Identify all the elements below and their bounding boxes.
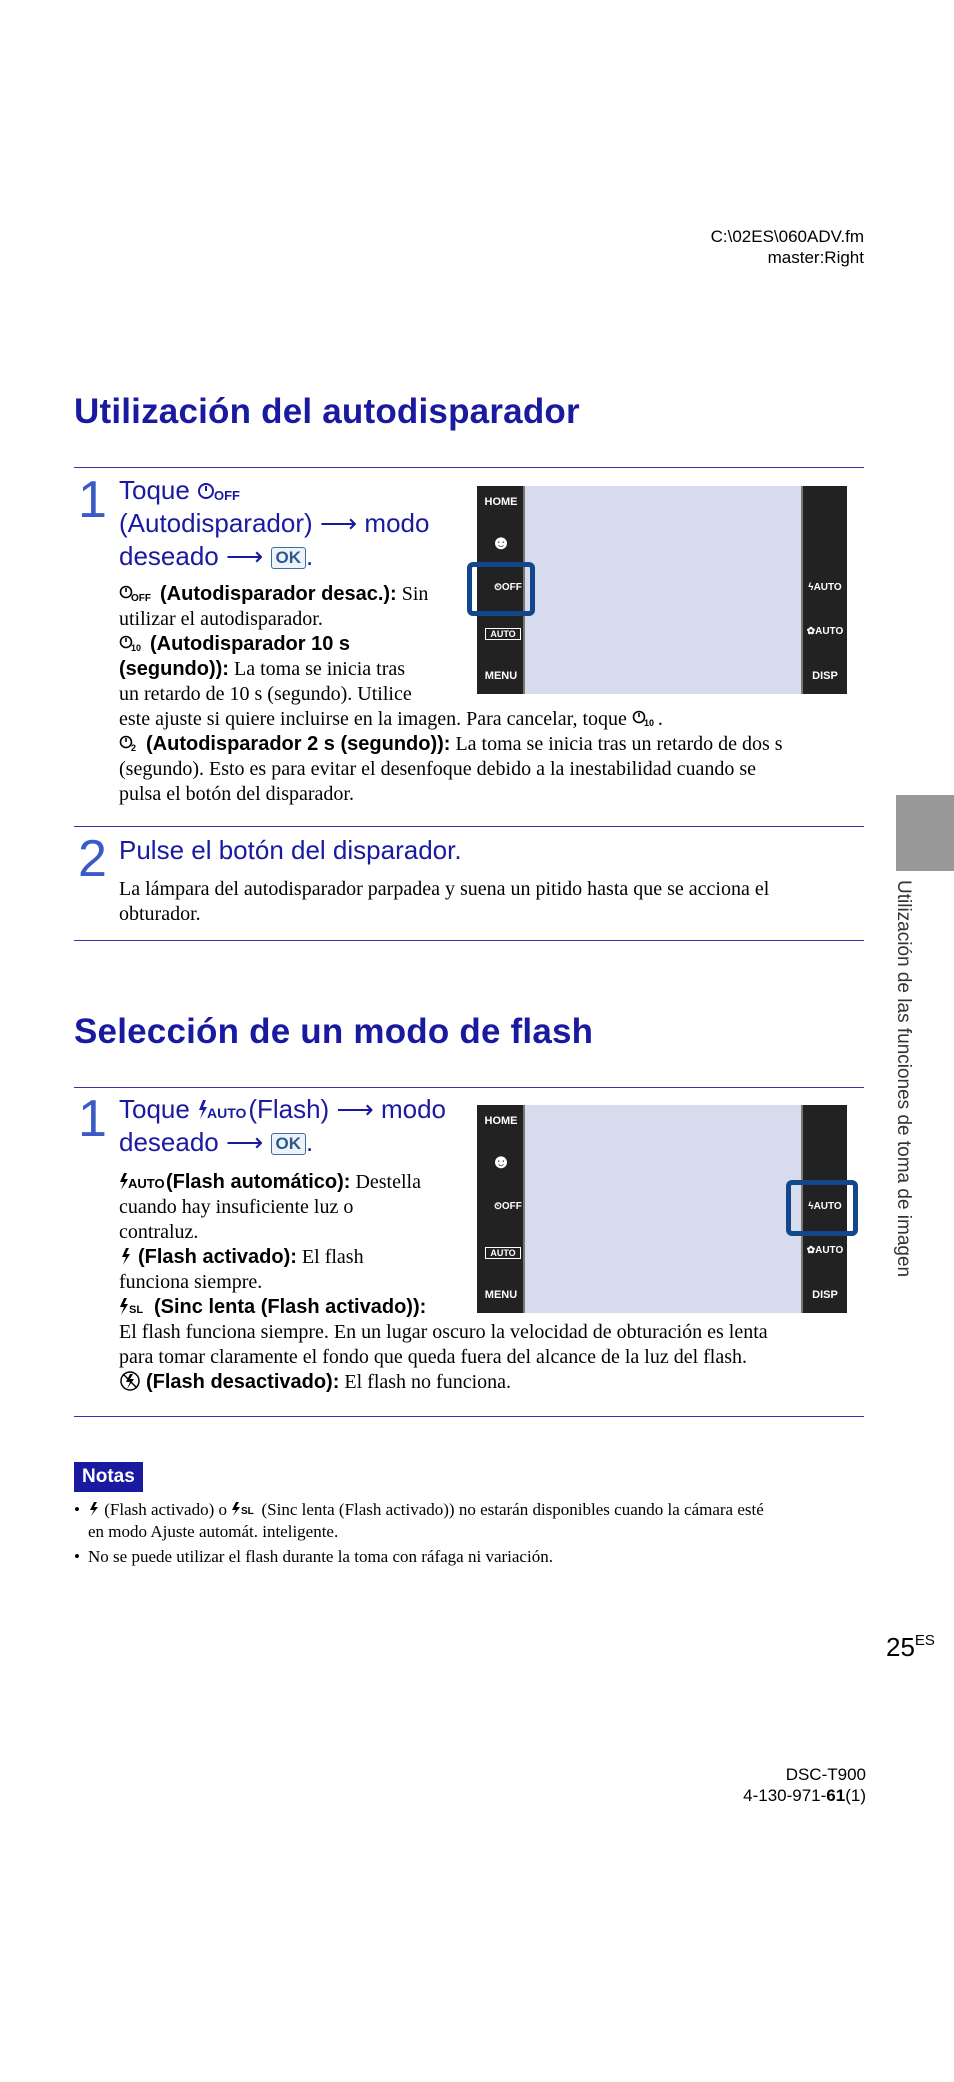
step-rule	[74, 826, 864, 827]
step-number: 1	[78, 471, 107, 529]
step-number: 2	[78, 830, 107, 888]
section-title-self-timer: Utilización del autodisparador	[74, 392, 580, 431]
right-arrow-icon: ⟶	[226, 541, 264, 571]
flash-button[interactable]: ϟAUTO	[808, 582, 842, 593]
flash-auto-icon	[119, 1171, 165, 1191]
ok-button-icon: OK	[271, 547, 307, 569]
svg-text:OFF: OFF	[214, 488, 241, 503]
self-timer-10-icon	[632, 708, 658, 728]
model-number: DSC-T900	[785, 1765, 866, 1784]
disp-button[interactable]: DISP	[812, 1289, 838, 1301]
menu-button[interactable]: MENU	[484, 1289, 518, 1301]
mode-icon[interactable]: AUTO	[485, 628, 521, 640]
step-heading: Toque OFF (Autodisparador) ⟶ modo deseado ⟶ OK .	[119, 475, 430, 571]
flash-auto-icon	[197, 1096, 247, 1122]
step-heading: Toque AUTO (Flash) ⟶ modo deseado ⟶ OK .	[119, 1094, 447, 1157]
mode-icon[interactable]: AUTO	[485, 1247, 521, 1259]
right-arrow-icon: ⟶	[336, 1094, 374, 1124]
flash-on-icon	[88, 1501, 100, 1517]
highlight-frame	[786, 1180, 858, 1236]
self-timer-off-icon	[119, 583, 155, 603]
self-timer-10-icon	[119, 633, 145, 653]
file-header	[711, 226, 864, 268]
menu-button[interactable]: MENU	[484, 670, 518, 682]
highlight-frame	[467, 562, 535, 616]
file-footer	[743, 1764, 866, 1806]
page-number: $25^{ES}$	[886, 1632, 935, 1662]
ok-button-icon: OK	[271, 1133, 307, 1155]
section-title-flash: Selección de un modo de flash	[74, 1012, 594, 1051]
flash-off-icon	[119, 1370, 141, 1392]
doc-code: 4-130-971-61(1)	[743, 1786, 866, 1805]
disp-button[interactable]: DISP	[812, 670, 838, 682]
camera-screen-flash	[477, 1105, 847, 1313]
side-tab-marker	[896, 795, 954, 871]
file-path: C:\02ES\060ADV.fm	[710, 227, 864, 246]
self-timer-button[interactable]: ⏲OFF	[494, 582, 522, 593]
svg-text:10: 10	[131, 643, 142, 653]
svg-text:AUTO: AUTO	[128, 1176, 165, 1191]
step-body: AUTO (Flash automático): Destella cuando hay insuficiente luz o contraluz. (Flash activado): El flash funciona siempre. SL (Sinc lenta (Flash activado)): El flash funciona siempre. En un lugar oscuro la velocidad de obturación es lenta para tomar claramente el fondo que queda fuera del alcance de la luz del flash. (Flash desactivado): El flash no funciona.	[119, 1171, 768, 1393]
right-arrow-icon: ⟶	[319, 508, 358, 538]
home-button[interactable]: HOME	[484, 496, 518, 508]
side-tab-label: Utilización de las funciones de toma de imagen	[893, 880, 914, 1278]
step-body: OFF (Autodisparador desac.): Sin utilizar el autodisparador. 10 (Autodisparador 10 s (segundo)): La toma se inicia tras un retardo de 10 s (segundo). Utilice este ajuste si quiere incluirse en la imagen. Para cancelar, toque 10 . 2 (Autodisparador 2 s (segundo)): La toma se inicia tras un retardo de dos s (segundo). Esto es para evitar el desenfoque debido a la inestabilidad cuando se pulsa el botón del disparador.	[119, 583, 783, 805]
flash-button[interactable]: ϟAUTO	[808, 1201, 842, 1212]
svg-text:SL: SL	[241, 1506, 255, 1517]
smile-icon[interactable]: ☻	[490, 532, 512, 554]
self-timer-2-icon	[119, 733, 141, 753]
camera-display	[523, 486, 803, 694]
home-button[interactable]: HOME	[484, 1115, 518, 1127]
right-arrow-icon: ⟶	[226, 1127, 264, 1157]
note-item: • (Flash activado) o SL (Sinc lenta (Flash activado)) no estarán disponibles cuando la cámara esté en modo Ajuste automát. inteligente.	[74, 1500, 764, 1541]
notes-badge: Notas	[74, 1462, 143, 1492]
section-end-rule	[74, 940, 864, 941]
macro-button[interactable]: ✿AUTO	[806, 626, 844, 637]
camera-screen-self-timer	[477, 486, 847, 694]
note-item: • No se puede utilizar el flash durante la toma con ráfaga ni variación.	[74, 1547, 553, 1566]
step-number: 1	[78, 1090, 107, 1148]
svg-text:2: 2	[131, 743, 137, 753]
svg-text:OFF: OFF	[131, 593, 151, 604]
self-timer-button[interactable]: ⏲OFF	[494, 1201, 522, 1212]
section-rule	[74, 1087, 864, 1088]
svg-text:AUTO: AUTO	[207, 1105, 247, 1121]
step-body: La lámpara del autodisparador parpadea y suena un pitido hasta que se acciona el obturador.	[119, 878, 770, 925]
svg-text:10: 10	[643, 718, 654, 728]
section-rule	[74, 467, 864, 468]
master-page: master:Right	[767, 248, 864, 267]
flash-slow-sync-icon	[231, 1501, 257, 1517]
flash-on-icon	[119, 1246, 133, 1266]
camera-display	[523, 1105, 803, 1313]
smile-icon[interactable]: ☻	[490, 1151, 512, 1173]
self-timer-off-icon	[197, 477, 243, 503]
section-end-rule	[74, 1416, 864, 1417]
macro-button[interactable]: ✿AUTO	[806, 1245, 844, 1256]
flash-slow-sync-icon	[119, 1296, 149, 1316]
step-heading: Pulse el botón del disparador.	[119, 835, 462, 865]
svg-text:SL: SL	[129, 1304, 144, 1316]
